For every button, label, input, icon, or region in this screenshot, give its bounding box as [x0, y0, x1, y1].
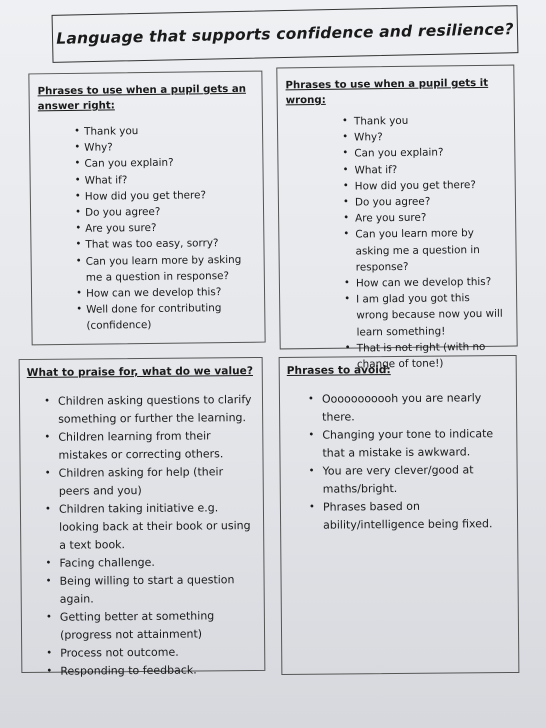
list-item-text: Can you learn more by asking me a question in response?	[355, 227, 480, 274]
list-item-text: How did you get there?	[84, 189, 207, 203]
list-item-text: Well done for contributing (confidence)	[86, 302, 222, 333]
bullet-icon: •	[74, 190, 81, 202]
list-item-text: Can you learn more by asking me a question in response?	[85, 253, 242, 284]
list-item-text: Children asking questions to clarify something or further the learning.	[57, 393, 252, 426]
bullet-icon: •	[75, 255, 82, 267]
bullet-icon: •	[342, 180, 349, 192]
bullet-icon: •	[44, 467, 51, 479]
list-item	[46, 661, 254, 681]
bullet-icon: •	[343, 277, 350, 289]
praise-box	[19, 357, 266, 678]
list-item	[44, 499, 253, 555]
bullet-icon: •	[45, 611, 52, 623]
bullet-icon: •	[308, 429, 315, 441]
list-item-text: How can we develop this?	[355, 275, 492, 290]
bullet-icon: •	[44, 395, 51, 407]
list-item-text: Being willing to start a question again.	[59, 573, 235, 606]
bullet-icon: •	[74, 158, 81, 170]
list-item	[76, 300, 254, 334]
bullet-icon: •	[45, 575, 52, 587]
list-item-text: Why?	[354, 131, 383, 144]
wrong-answer-heading: Phrases to use when a pupil gets it wrong:	[285, 77, 489, 107]
list-item-text: Children taking initiative e.g. looking back at their book or using a text book.	[58, 501, 251, 552]
bullet-icon: •	[342, 147, 349, 160]
bullet-icon: •	[46, 647, 53, 659]
bullet-icon: •	[343, 212, 350, 224]
avoid-heading: Phrases to avoid:	[286, 364, 391, 377]
bullet-icon: •	[46, 665, 53, 677]
list-item-text: Phrases based on ability/intelligence being fixed.	[322, 499, 493, 532]
wrong-answer-list	[278, 106, 517, 374]
list-item-text: Changing your tone to indicate that a mistake is awkward.	[322, 427, 494, 460]
list-item	[308, 497, 507, 535]
bullet-icon: •	[308, 465, 315, 477]
bullet-icon: •	[75, 206, 82, 218]
praise-list	[20, 379, 265, 681]
bullet-icon: •	[74, 174, 81, 186]
list-item-text: Getting better at something (progress not attainment)	[59, 609, 215, 642]
list-item	[342, 193, 503, 211]
list-item-text: What if?	[354, 163, 398, 177]
list-item	[341, 112, 502, 130]
bullet-icon: •	[344, 293, 351, 305]
bullet-icon: •	[342, 196, 349, 208]
list-item-text: Thank you	[83, 125, 139, 138]
list-item-text: You are very clever/good at maths/bright.	[322, 463, 474, 496]
list-item	[45, 607, 254, 645]
list-item-text: How did you get there?	[354, 178, 476, 193]
list-item-text: Process not outcome.	[60, 645, 179, 660]
bullet-icon: •	[76, 304, 83, 316]
list-item	[45, 553, 253, 573]
bullet-icon: •	[45, 557, 52, 569]
list-item-text: That was too easy, sorry?	[85, 237, 219, 252]
list-item-text: What if?	[84, 173, 128, 187]
page-title	[52, 5, 519, 63]
list-item-text: Children learning from their mistakes or correcting others.	[58, 429, 224, 462]
list-item	[307, 389, 506, 427]
bullet-icon: •	[343, 229, 350, 241]
list-item	[342, 177, 503, 195]
right-answer-list	[30, 112, 265, 335]
list-item-text: Thank you	[353, 114, 409, 128]
bullet-icon: •	[76, 287, 83, 299]
bullet-icon: •	[44, 431, 51, 443]
list-item-text: Why?	[84, 141, 113, 154]
avoid-list	[280, 377, 517, 535]
list-item	[343, 274, 504, 292]
bullet-icon: •	[342, 164, 349, 176]
bullet-icon: •	[307, 393, 314, 405]
list-item	[342, 144, 502, 162]
list-item	[44, 463, 253, 501]
list-item	[44, 427, 252, 465]
list-item	[344, 290, 505, 340]
right-answer-heading: Phrases to use when a pupil gets an answer right:	[37, 83, 246, 113]
list-item	[308, 461, 507, 499]
title-text: Language that supports confidence and resilience?	[56, 20, 514, 48]
list-item	[45, 571, 254, 609]
list-item-text: How can we develop this?	[85, 286, 222, 300]
bullet-icon: •	[308, 501, 315, 513]
list-item	[342, 128, 502, 146]
list-item	[308, 425, 506, 463]
bullet-icon: •	[342, 131, 349, 143]
right-answer-box	[28, 71, 265, 346]
list-item-text: Can you explain?	[354, 146, 444, 160]
list-item	[342, 160, 502, 178]
list-item	[75, 251, 254, 285]
list-item	[46, 643, 254, 663]
list-item-text: Ooooooooooh you are nearly there.	[321, 391, 482, 424]
bullet-icon: •	[44, 503, 51, 515]
list-item-text: I am glad you got this wrong because now you will learn something!	[356, 292, 503, 339]
bullet-icon: •	[341, 115, 348, 127]
list-item-text: Can you explain?	[84, 157, 174, 171]
list-item-text: Do you agree?	[84, 205, 161, 219]
list-item-text: Are you sure?	[85, 222, 157, 235]
bullet-icon: •	[74, 125, 81, 137]
list-item-text: Do you agree?	[354, 195, 431, 209]
list-item-text: Are you sure?	[355, 211, 427, 225]
list-item-text: Facing challenge.	[59, 555, 155, 570]
list-item	[44, 391, 252, 429]
list-item-text: Responding to feedback.	[60, 663, 197, 678]
bullet-icon: •	[75, 239, 82, 251]
avoid-box	[279, 355, 520, 675]
bullet-icon: •	[344, 342, 351, 354]
bullet-icon: •	[74, 142, 81, 154]
list-item-text: Children asking for help (their peers and you)	[58, 465, 224, 498]
praise-heading: What to praise for, what do we value?	[26, 365, 253, 380]
list-item-text: That is not right (with no change of tone!)	[356, 340, 486, 371]
list-item	[343, 225, 504, 275]
list-item	[343, 209, 503, 227]
bullet-icon: •	[75, 223, 82, 235]
